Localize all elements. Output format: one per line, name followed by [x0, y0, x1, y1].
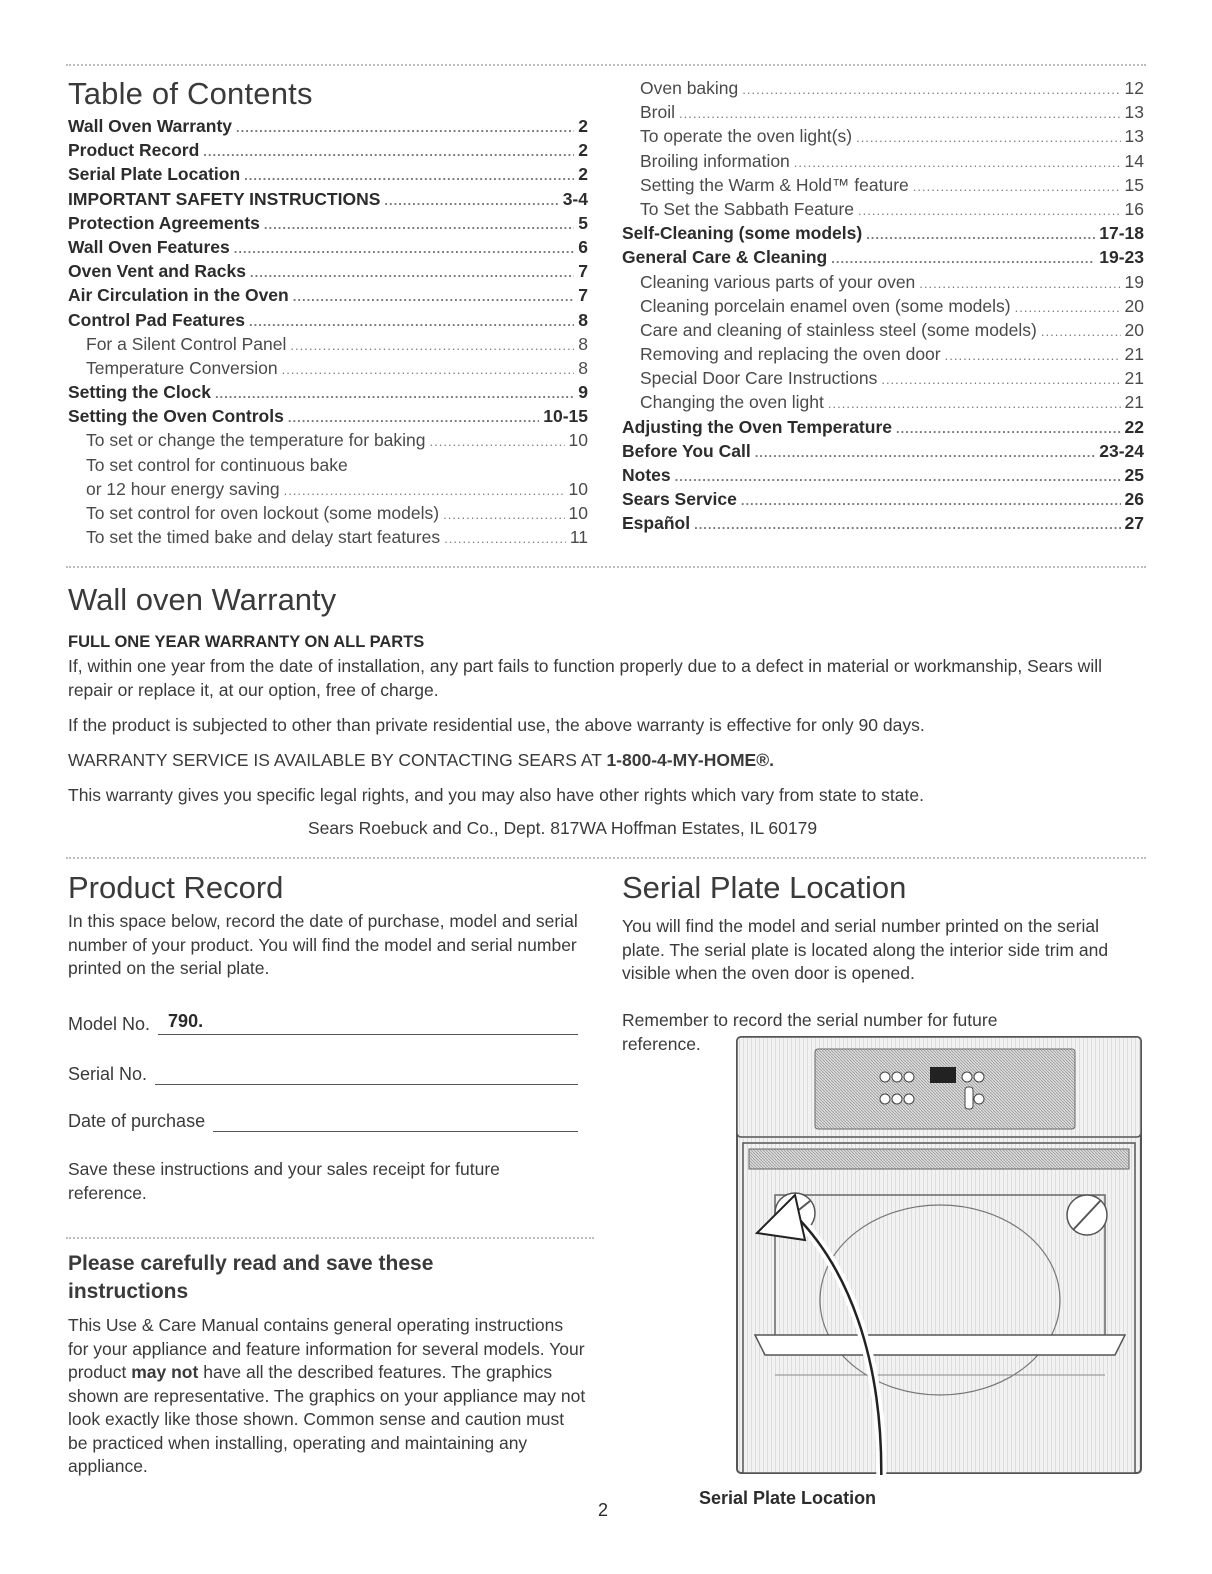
toc-entry-page: 13 — [1124, 102, 1144, 123]
toc-entry-title: Notes — [622, 465, 671, 485]
toc-entry-page: 2 — [578, 116, 588, 136]
warranty-title: Wall oven Warranty — [68, 582, 337, 617]
toc-leader-dots — [290, 338, 574, 353]
toc-entry-title: Oven Vent and Racks — [68, 261, 246, 282]
save-receipt-note: Save these instructions and your sales receipt for future reference. — [68, 1159, 500, 1203]
toc-entry-page: 15 — [1124, 174, 1144, 195]
toc-entry — [68, 261, 588, 285]
toc-entry-page: 22 — [1124, 416, 1144, 437]
toc-leader-dots — [215, 386, 574, 401]
toc-entry-page: 16 — [1124, 198, 1144, 219]
toc-leader-dots — [755, 445, 1096, 460]
toc-right-column — [622, 78, 1144, 538]
toc-entry — [68, 455, 588, 479]
toc-entry-page: 10-15 — [543, 406, 588, 427]
toc-entry — [68, 164, 588, 188]
toc-entry — [622, 223, 1144, 247]
model-number-field — [68, 1012, 578, 1035]
toc-entry-title: To set or change the temperature for baking — [86, 430, 426, 451]
toc-entry-title: Care and cleaning of stainless steel (some models) — [640, 319, 1037, 340]
toc-entry-page: 7 — [578, 261, 588, 282]
toc-leader-dots — [1015, 300, 1121, 315]
toc-leader-dots — [444, 531, 566, 546]
toc-entry — [622, 392, 1144, 416]
toc-leader-dots — [244, 168, 574, 183]
toc-entry-page: 7 — [578, 285, 588, 306]
toc-entry-page: 8 — [578, 333, 588, 354]
date-of-purchase-line[interactable] — [213, 1109, 578, 1132]
toc-entry — [68, 334, 588, 358]
toc-entry-page: 21 — [1124, 392, 1144, 413]
toc-entry — [68, 189, 588, 213]
warranty-paragraph-1: If, within one year from the date of installation, any part fails to function properly due to a defect in material or workmanship, Sears will repair or replace it, at our option, free of charge. — [68, 656, 1102, 700]
toc-entry-page: 19-23 — [1099, 247, 1144, 268]
toc-entry-page: 25 — [1124, 465, 1144, 485]
toc-entry-page: 5 — [578, 212, 588, 233]
toc-entry-title: Setting the Warm & Hold™ feature — [640, 174, 909, 195]
please-read-text-b: have all the described features. The graphics shown are representative. The graphics on your appliance may not look exactly like those shown. Common sense and caution must be practiced when installing, operating and maintaining any appliance. — [68, 1362, 586, 1476]
toc-entry-page: 10 — [568, 503, 588, 523]
toc-leader-dots — [249, 314, 574, 329]
toc-leader-dots — [741, 493, 1121, 508]
please-read-text — [68, 1314, 588, 1479]
toc-leader-dots — [919, 276, 1120, 291]
serial-plate-paragraph-1: You will find the model and serial number printed on the serial plate. The serial plate is located along the interior side trim and visible when the oven door is opened. — [622, 916, 1109, 983]
toc-entry-page: 12 — [1124, 78, 1144, 98]
toc-entry — [622, 272, 1144, 296]
toc-entry-title: Español — [622, 513, 691, 534]
toc-entry-page: 10 — [568, 478, 588, 499]
toc-leader-dots — [896, 421, 1121, 436]
toc-entry-page: 20 — [1124, 295, 1144, 316]
warranty-paragraph-2: If the product is subjected to other than private residential use, the above warranty is effective for only 90 days. — [68, 715, 925, 735]
serial-number-line[interactable] — [155, 1062, 578, 1085]
toc-leader-dots — [250, 265, 574, 280]
warranty-service-text: WARRANTY SERVICE IS AVAILABLE BY CONTACTING SEARS AT — [68, 750, 607, 770]
toc-entry-title: Control Pad Features — [68, 309, 245, 330]
please-read-text-bold: may not — [131, 1362, 199, 1382]
toc-leader-dots — [282, 362, 575, 377]
toc-leader-dots — [866, 227, 1095, 242]
toc-leader-dots — [858, 203, 1120, 218]
toc-leader-dots — [828, 396, 1121, 411]
toc-entry-title: Serial Plate Location — [68, 164, 241, 185]
toc-title: Table of Contents — [68, 76, 313, 111]
toc-entry-title: Sears Service — [622, 489, 737, 510]
toc-entry-title: Broil — [640, 102, 676, 123]
model-number-line[interactable] — [158, 1012, 578, 1035]
toc-entry-page: 2 — [578, 140, 588, 161]
please-read-title: Please carefully read and save these instructions — [68, 1252, 434, 1303]
toc-entry-title: Special Door Care Instructions — [640, 368, 878, 389]
toc-entry — [68, 479, 588, 503]
toc-entry-title: Temperature Conversion — [86, 357, 278, 378]
toc-leader-dots — [384, 193, 558, 208]
toc-entry-title: Oven baking — [640, 78, 739, 98]
toc-leader-dots — [236, 120, 574, 135]
warranty-divider — [66, 857, 1146, 859]
toc-entry-title: To Set the Sabbath Feature — [640, 198, 855, 219]
date-of-purchase-label: Date of purchase — [68, 1111, 206, 1131]
top-divider — [66, 64, 1146, 66]
warranty-paragraph-3 — [68, 748, 1148, 772]
date-of-purchase-field — [68, 1109, 578, 1132]
toc-leader-dots — [742, 82, 1120, 97]
toc-entry-title: Air Circulation in the Oven — [68, 285, 289, 306]
toc-entry-title: To set control for continuous bake — [86, 454, 348, 475]
toc-entry — [68, 503, 588, 527]
toc-entry — [68, 527, 588, 551]
toc-entry-title: Setting the Oven Controls — [68, 406, 284, 427]
toc-entry — [68, 116, 588, 140]
warranty-paragraph-4: This warranty gives you specific legal rights, and you may also have other rights which vary from state to state. — [68, 785, 924, 805]
warranty-section — [68, 630, 1148, 840]
toc-entry-page: 10 — [568, 430, 588, 451]
toc-left-column — [68, 116, 588, 551]
toc-entry-page: 21 — [1124, 368, 1144, 389]
toc-leader-dots — [234, 241, 575, 256]
toc-entry — [622, 247, 1144, 271]
toc-entry-title: Cleaning various parts of your oven — [640, 271, 916, 292]
toc-entry-page: 9 — [578, 382, 588, 403]
toc-entry-page: 3-4 — [562, 188, 588, 209]
toc-entry-title: Removing and replacing the oven door — [640, 344, 941, 365]
toc-entry-page: 19 — [1124, 271, 1144, 292]
toc-entry-page: 14 — [1124, 150, 1144, 171]
toc-leader-dots — [284, 483, 565, 498]
toc-entry-title: IMPORTANT SAFETY INSTRUCTIONS — [68, 188, 381, 209]
toc-leader-dots — [794, 155, 1121, 170]
please-read-text-a: This Use & Care Manual contains general operating instructions for your appliance and feature information for several models. Your product — [68, 1315, 585, 1382]
toc-entry — [68, 285, 588, 309]
toc-entry — [68, 430, 588, 454]
toc-entry-title: Protection Agreements — [68, 212, 260, 233]
toc-entry-title: Changing the oven light — [640, 392, 824, 413]
toc-entry — [622, 465, 1144, 489]
toc-entry — [622, 126, 1144, 150]
toc-entry — [622, 151, 1144, 175]
toc-entry — [68, 140, 588, 164]
product-record-intro: In this space below, record the date of purchase, model and serial number of your product. You will find the model and serial number printed on the serial plate. — [68, 911, 578, 978]
toc-leader-dots — [264, 217, 574, 232]
toc-leader-dots — [203, 144, 574, 159]
toc-entry-title: To set control for oven lockout (some models) — [86, 503, 440, 523]
toc-entry — [68, 310, 588, 334]
toc-entry-title: Self-Cleaning (some models) — [622, 223, 863, 244]
toc-entry-title: Broiling information — [640, 150, 790, 171]
toc-entry-page: 11 — [569, 527, 588, 548]
toc-leader-dots — [288, 410, 539, 425]
toc-leader-dots — [831, 251, 1095, 266]
toc-entry-title: Wall Oven Features — [68, 236, 230, 257]
toc-entry-page: 2 — [578, 164, 588, 185]
product-record-title: Product Record — [68, 870, 284, 905]
toc-leader-dots — [675, 469, 1121, 484]
toc-entry-page: 8 — [578, 357, 588, 378]
toc-entry-title: For a Silent Control Panel — [86, 333, 287, 354]
model-number-value: 790. — [168, 1011, 204, 1031]
toc-leader-dots — [694, 517, 1120, 532]
toc-leader-dots — [679, 106, 1121, 121]
toc-entry-page: 8 — [578, 309, 588, 330]
warranty-subtitle: FULL ONE YEAR WARRANTY ON ALL PARTS — [68, 633, 425, 651]
toc-entry-title: General Care & Cleaning — [622, 247, 828, 268]
toc-entry-page: 21 — [1124, 344, 1144, 365]
serial-plate-caption: Serial Plate Location — [699, 1488, 877, 1508]
toc-entry-page: 6 — [578, 236, 588, 257]
toc-entry — [68, 213, 588, 237]
toc-leader-dots — [881, 372, 1120, 387]
toc-entry — [68, 237, 588, 261]
toc-entry-page: 23-24 — [1099, 440, 1144, 461]
toc-leader-dots — [1041, 324, 1121, 339]
toc-leader-dots — [856, 130, 1120, 145]
warranty-address: Sears Roebuck and Co., Dept. 817WA Hoffman Estates, IL 60179 — [308, 818, 818, 838]
toc-leader-dots — [443, 507, 564, 522]
toc-entry-title: Setting the Clock — [68, 382, 211, 403]
toc-entry — [622, 417, 1144, 441]
serial-plate-title: Serial Plate Location — [622, 870, 907, 905]
display-panel — [930, 1067, 956, 1083]
toc-leader-dots — [430, 434, 565, 449]
toc-entry — [622, 296, 1144, 320]
toc-entry-title: Product Record — [68, 140, 200, 161]
toc-leader-dots — [913, 179, 1121, 194]
toc-entry-title: Adjusting the Oven Temperature — [622, 416, 892, 437]
toc-entry-page: 17-18 — [1099, 223, 1144, 244]
toc-leader-dots — [293, 289, 575, 304]
toc-entry — [622, 441, 1144, 465]
toc-entry-title: Cleaning porcelain enamel oven (some models) — [640, 295, 1011, 316]
toc-entry-title: Before You Call — [622, 440, 751, 461]
toc-entry — [68, 358, 588, 382]
toc-entry — [622, 175, 1144, 199]
toc-entry-page: 13 — [1124, 126, 1144, 147]
toc-entry — [622, 320, 1144, 344]
toc-entry — [622, 513, 1144, 537]
toc-entry-page: 27 — [1124, 513, 1144, 534]
toc-entry — [622, 368, 1144, 392]
toc-entry — [622, 489, 1144, 513]
left-divider — [66, 1237, 594, 1239]
toc-entry-title: To set the timed bake and delay start features — [86, 527, 441, 548]
serial-plate-paragraph-2: Remember to record the serial number for future reference. — [622, 1010, 998, 1054]
toc-entry — [68, 382, 588, 406]
toc-entry-title: Wall Oven Warranty — [68, 116, 233, 136]
serial-number-field — [68, 1062, 578, 1085]
toc-entry — [622, 102, 1144, 126]
toc-entry-page: 20 — [1124, 319, 1144, 340]
toc-entry-page: 26 — [1124, 489, 1144, 510]
toc-leader-dots — [945, 348, 1121, 363]
toc-divider — [66, 566, 1146, 568]
toc-entry-title: To operate the oven light(s) — [640, 126, 853, 147]
toc-entry — [68, 406, 588, 430]
model-number-label: Model No. — [68, 1014, 151, 1034]
page-number: 2 — [598, 1500, 609, 1520]
toc-entry-title: or 12 hour energy saving — [86, 478, 280, 499]
warranty-phone: 1-800-4-MY-HOME®. — [606, 750, 774, 770]
serial-number-label: Serial No. — [68, 1064, 148, 1084]
toc-entry — [622, 78, 1144, 102]
toc-entry — [622, 199, 1144, 223]
wall-oven-illustration — [735, 1035, 1145, 1475]
toc-entry — [622, 344, 1144, 368]
